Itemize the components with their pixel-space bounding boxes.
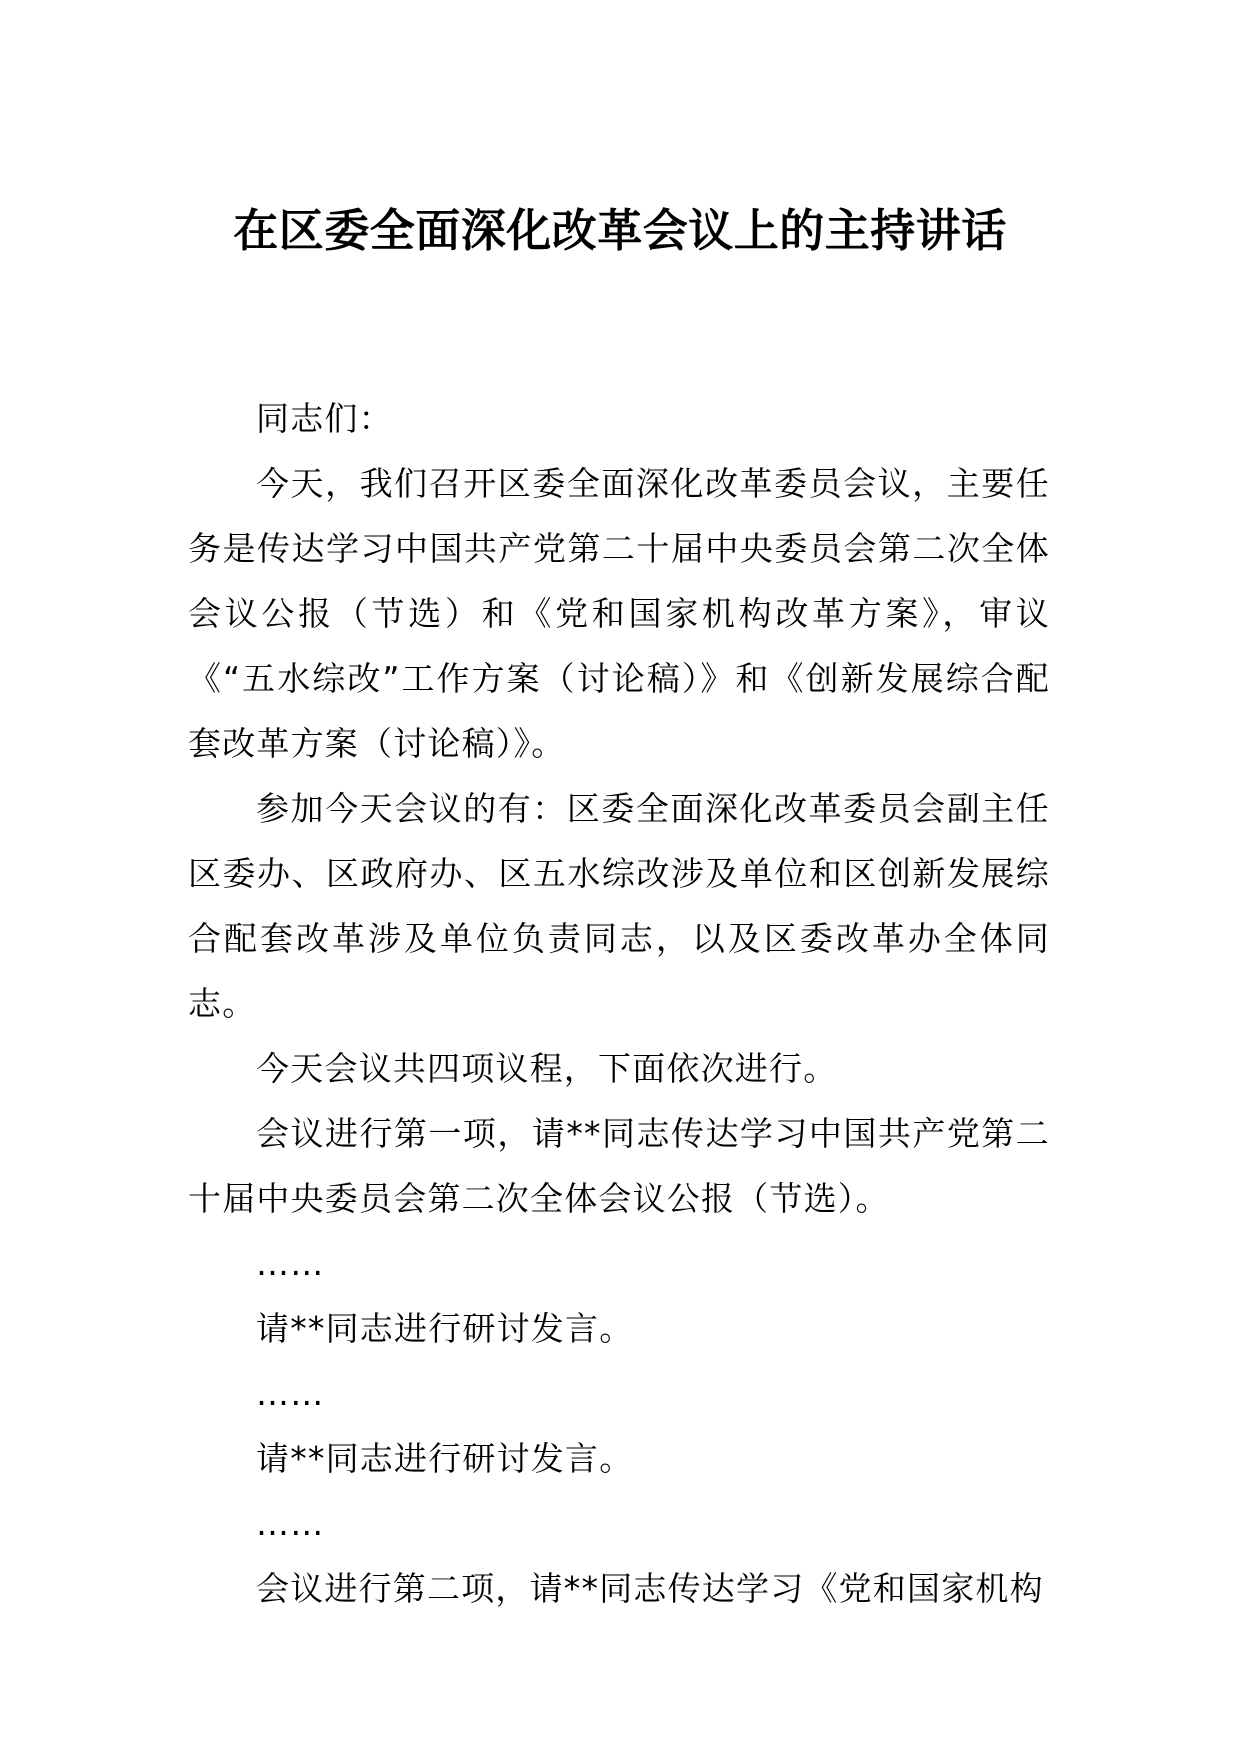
paragraph-agenda-item-2: 会议进行第二项，请**同志传达学习《党和国家机构	[256, 1569, 1044, 1608]
paragraph-ellipsis: ……	[256, 1504, 325, 1543]
paragraph-salutation: 同志们：	[256, 399, 393, 438]
paragraph-agenda-intro: 今天会议共四项议程，下面依次进行。	[256, 1049, 838, 1088]
document-body	[188, 386, 1050, 1621]
paragraph-attendees: 参加今天会议的有：区委全面深化改革委员会副主任区委办、区政府办、区五水综改涉及单位和区创新发展综合配套改革涉及单位负责同志，以及区委改革办全体同志。	[188, 789, 1050, 1023]
paragraph-speech-request: 请**同志进行研讨发言。	[256, 1309, 634, 1348]
paragraph-agenda-item-1: 会议进行第一项，请**同志传达学习中国共产党第二十届中央委员会第二次全体会议公报（节选）。	[188, 1114, 1050, 1218]
paragraph-ellipsis: ……	[256, 1374, 325, 1413]
paragraph-meeting-purpose: 今天，我们召开区委全面深化改革委员会议，主要任务是传达学习中国共产党第二十届中央委员会第二次全体会议公报（节选）和《党和国家机构改革方案》，审议《“五水综改”工作方案（讨论稿）》和《创新发展综合配套改革方案（讨论稿）》。	[188, 464, 1050, 763]
document-title: 在区委全面深化改革会议上的主持讲话	[233, 204, 1007, 257]
paragraph-ellipsis: ……	[256, 1244, 325, 1283]
paragraph-speech-request: 请**同志进行研讨发言。	[256, 1439, 634, 1478]
